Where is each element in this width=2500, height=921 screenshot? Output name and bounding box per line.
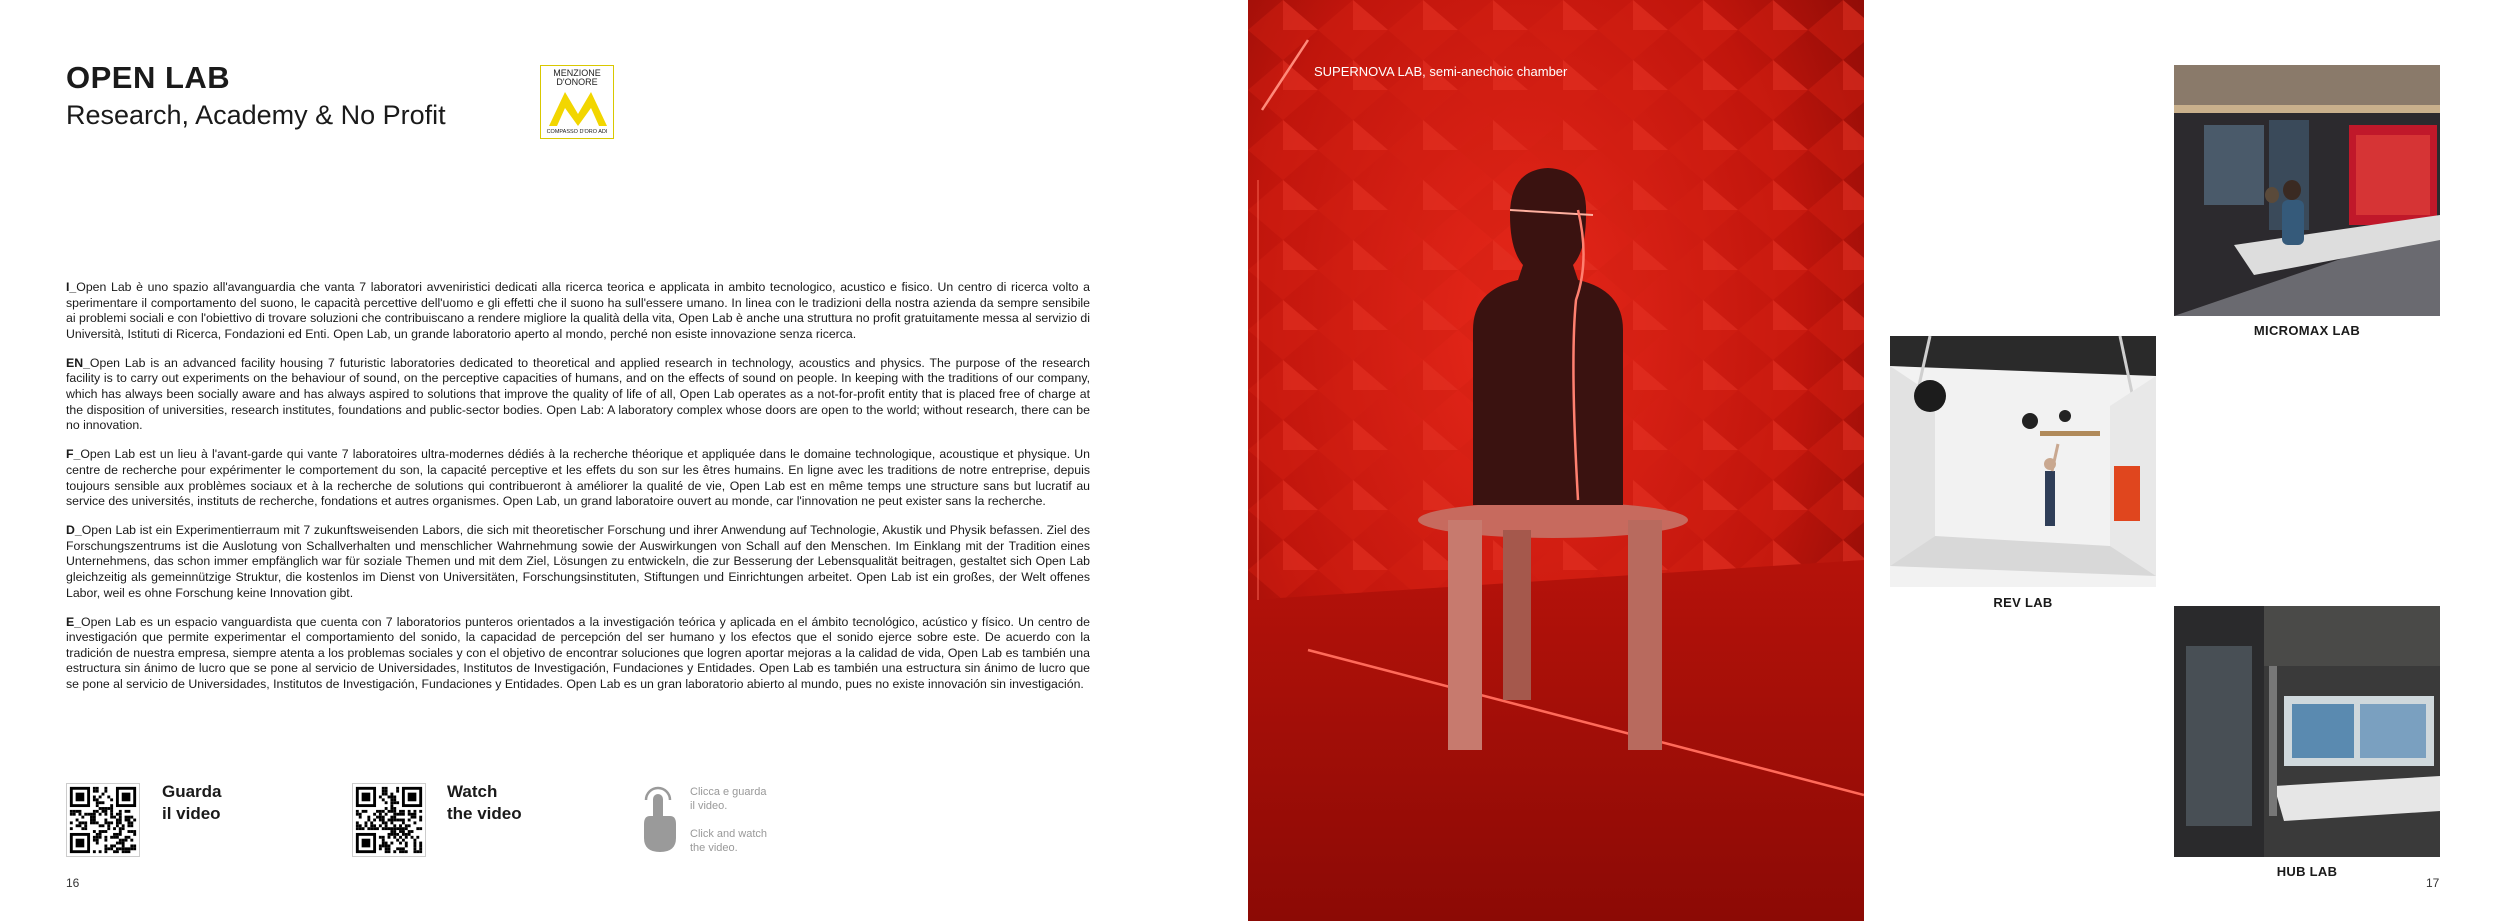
hero-photo-supernova-lab: [1248, 0, 1864, 921]
paragraph-text: Open Lab es un espacio vanguardista que cuenta con 7 laboratorios punteros orientados a la investigación teórica y aplicada en el ámbito tecnológico, acústico y físico. Un centro de investigación que permite experimentar el comportamiento del sonido, la capacidad de percepción del ser humano y los efectos que el sonido ejerce sobre este. De acuerdo con la tradición de nuestra empresa, siempre atenta a los problemas sociales y con el objetivo de encontrar soluciones que logren aportar mejoras a la calidad de vida, Open Lab es también una estructura sin ánimo de lucro que se pone al servicio de Universidades, Institutos de Investigación, Fundaciones y Entidades. Open Lab es también una estructura sin ánimo de lucro que se pone al servicio de Universidades, Institutos de Investigación, Fundaciones y Entidades. Open Lab es un gran laboratorio abierto al mundo, pues no existe innovación sin investigación.: [66, 614, 1090, 692]
hint-it-line2: il video.: [690, 800, 728, 812]
body-text: [66, 280, 1090, 706]
hint-en-line2: the video.: [690, 842, 738, 854]
qr-code-en[interactable]: [352, 783, 426, 857]
photo-rev-lab: [1890, 336, 2156, 587]
hint-en: [690, 827, 780, 855]
paragraph-text: Open Lab est un lieu à l'avant-garde qui vante 7 laboratoires ultra-modernes dédiés à la recherche théorique et appliquée dans le domaine technologique, acoustique et physique. Un centre de recherche pour expérimenter le comportement du son, la capacité perceptive et les effets du son sur les êtres humains. En ligne avec les traditions de notre entreprise, depuis toujours sensible aux problèmes sociaux et à la recherche de solutions qui contribueront à améliorer la qualité de vie, Open Lab est en même temps une structure sans but lucratif au service des universités, instituts de recherche, fondations et autres organismes. Open Lab, un grand laboratoire ouvert au monde, car l'innovation ne peut exister sans la recherche.: [66, 447, 1090, 509]
award-top-text: MENZIONE D'ONORE: [553, 68, 601, 87]
page-subtitle: Research, Academy & No Profit: [66, 100, 446, 130]
caption-micromax-lab: MICROMAX LAB: [2253, 323, 2361, 338]
page-number-left: 16: [66, 876, 80, 890]
caption-hub-lab: HUB LAB: [2276, 864, 2338, 879]
lang-tag: D_: [66, 523, 82, 538]
paragraph-de: [66, 523, 1090, 601]
hint-it: [690, 785, 780, 813]
left-page: [0, 0, 1248, 921]
video-link-it[interactable]: [162, 781, 222, 825]
video-link-line1: Watch: [447, 782, 498, 801]
paragraph-text: Open Lab is an advanced facility housing 7 futuristic laboratories dedicated to theoretical and applied research in technology, acoustics and physics. The purpose of the research facility is to carry out experiments on the behaviour of sound, on the perceptive capacities of humans, and on the effects of sound on people. In keeping with the traditions of our company, which has always been socially aware and has always aspired to solutions that improve the quality of life of all, Open Lab operates as a not-for-profit entity that is placed free of charge at the disposition of universities, research institutes, foundations and public-sector bodies. Open Lab: A laboratory complex whose doors are open to the world; without research, there can be no innovation.: [66, 355, 1090, 433]
paragraph-it: [66, 280, 1090, 342]
lang-tag: E_: [66, 614, 82, 629]
photo-micromax-lab: [2174, 65, 2440, 316]
hero-caption: SUPERNOVA LAB, semi-anechoic chamber: [1314, 64, 1568, 79]
qr-code-icon: [353, 784, 425, 856]
qr-code-it[interactable]: [66, 783, 140, 857]
photo-hub-lab: [2174, 606, 2440, 857]
micromax-lab-image: [2174, 65, 2440, 316]
video-link-line2: il video: [162, 804, 221, 823]
lang-tag: F_: [66, 447, 81, 462]
video-link-line1: Guarda: [162, 782, 222, 801]
hint-en-line1: Click and watch: [690, 828, 768, 840]
paragraph-text: Open Lab è uno spazio all'avanguardia che vanta 7 laboratori avveniristici dedicati alla ricerca teorica e applicata in ambito tecnologico, acustico e fisico. Un centro di ricerca volto a sperimentare il comportamento del suono, le capacità percettive dell'uomo e gli effetti che il suono ha sull'essere umano. In linea con le tradizioni della nostra azienda da sempre sensibile ai problemi sociali e con l'obiettivo di trovare soluzioni che contribuiscano a rendere migliore la qualità della vita, Open Lab è anche una struttura no profit gratuitamente messa al servizio di Università, Istituti di Ricerca, Fondazioni ed Enti. Open Lab, un grande laboratorio aperto al mondo, perché non esiste innovazione senza ricerca.: [66, 280, 1090, 341]
lang-tag: EN_: [66, 355, 90, 370]
award-badge: [540, 65, 614, 139]
award-bottom-text: COMPASSO D'ORO ADI: [546, 129, 608, 135]
hint-it-line1: Clicca e guarda: [690, 786, 767, 798]
paragraph-es: [66, 615, 1090, 693]
video-link-en[interactable]: [447, 781, 522, 825]
rev-lab-image: [1890, 336, 2156, 587]
caption-rev-lab: REV LAB: [1993, 595, 2053, 610]
paragraph-en: [66, 356, 1090, 434]
page-title: OPEN LAB: [66, 60, 231, 95]
video-link-line2: the video: [447, 804, 522, 823]
page-number-right: 17: [2426, 876, 2440, 890]
anechoic-chamber-image: [1248, 0, 1864, 921]
qr-code-icon: [67, 784, 139, 856]
compasso-logo-icon: [547, 88, 609, 128]
paragraph-text: Open Lab ist ein Experimentierraum mit 7 zukunftsweisenden Labors, die sich mit theoretischer Forschung und ihrer Anwendung auf Technologie, Akustik und Physik befassen. Ziel des Forschungszentrums ist die Auslotung von Schallverhalten und menschlicher Wahrnehmung sowie der Auswirkungen von Schall auf den Menschen. Im Einklang mit der Tradition eines Unternehmens, das schon immer empfänglich war für soziale Themen und mit dem Ziel, Lösungen zu entwickeln, die zur Besserung der Lebensqualität beitragen, gestaltet sich Open Lab gleichzeitig als gemeinnützige Struktur, die kostenlos im Dienst von Universitäten, Forschungsinstituten, Stiftungen und Einrichtungen arbeitet. Open Lab ist ein großes, der Welt offenes Labor, weil es ohne Forschung keine Innovation gibt.: [66, 523, 1090, 600]
lang-tag: I_: [66, 280, 77, 294]
hub-lab-image: [2174, 606, 2440, 857]
paragraph-fr: [66, 447, 1090, 509]
hand-tap-icon: [636, 780, 680, 854]
